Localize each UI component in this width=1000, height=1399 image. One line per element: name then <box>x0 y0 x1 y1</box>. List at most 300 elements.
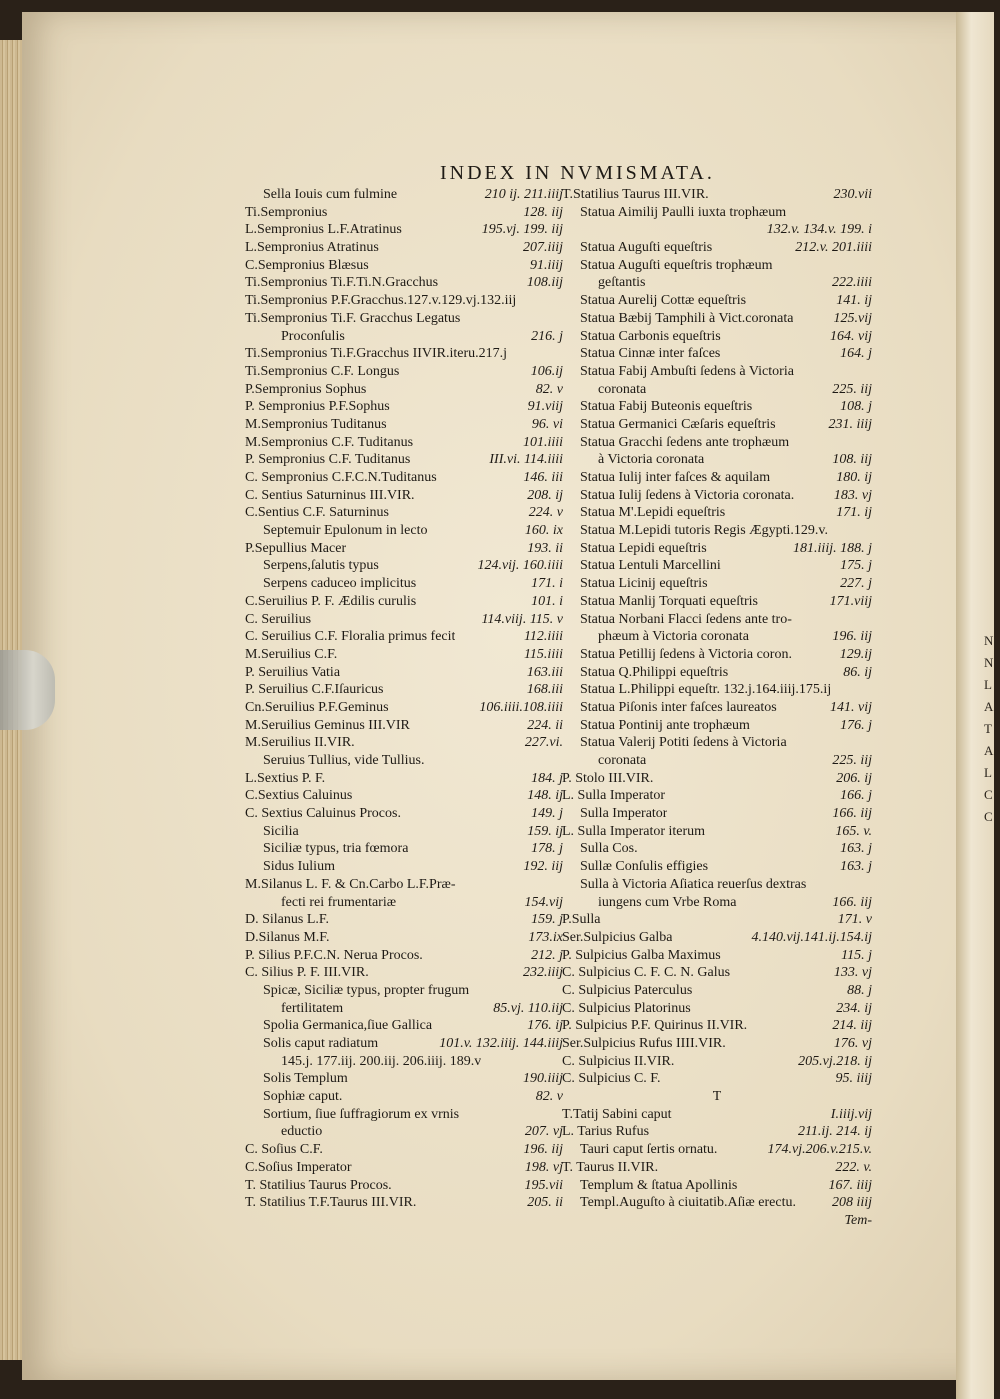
entry-page-reference: 195.vii <box>524 1177 563 1193</box>
entry-name: Seruius Tullius, vide Tullius. <box>263 753 425 768</box>
entry-name: Statua Norbani Flacci ſedens ante tro- <box>580 611 792 627</box>
index-entry <box>245 504 563 522</box>
entry-name: Ti.Sempronius C.F. Longus <box>245 363 400 379</box>
entry-name: L. Tarius Rufus <box>562 1124 650 1140</box>
entry-name: Ser.Sulpicius Galba <box>562 929 673 945</box>
index-entry <box>562 770 872 788</box>
index-entry <box>245 805 563 823</box>
entry-name: Statua Lentuli Marcellini <box>580 558 721 574</box>
entry-page-reference: 168.iii <box>526 682 563 698</box>
entry-name: Statua Iulij ſedens à Victoria coronata. <box>580 487 795 503</box>
entry-page-reference: 216. j <box>531 328 563 344</box>
entry-name: Statua Q.Philippi equeſtris <box>580 664 729 680</box>
index-entry <box>562 646 872 664</box>
index-entry <box>245 628 563 646</box>
entry-name: Statua Germanici Cæſaris equeſtris <box>580 416 776 432</box>
entry-page-reference: 4.140.vij.141.ij.154.ij <box>751 929 872 945</box>
index-entry <box>245 858 563 876</box>
entry-name: fertilitatem <box>281 1000 344 1016</box>
index-entry <box>562 1123 872 1141</box>
entry-name: P. Sulpicius P.F. Quirinus II.VIR. <box>562 1018 748 1034</box>
entry-name: D. Silanus L.F. <box>245 912 330 928</box>
index-entry <box>562 964 872 982</box>
entry-page-reference: 171.viij <box>829 593 872 609</box>
index-entry <box>245 416 563 434</box>
entry-name: Statua Aimilij Paulli iuxta trophæum <box>580 204 787 220</box>
entry-name: Sullæ Conſulis effigies <box>580 859 709 875</box>
entry-page-reference: 184. j <box>531 770 563 786</box>
index-entry <box>562 1194 872 1212</box>
index-column-right <box>562 186 872 1230</box>
entry-page-reference: 176. vj <box>833 1036 872 1051</box>
index-entry <box>245 434 563 452</box>
entry-page-reference: 129.ij <box>839 646 872 662</box>
entry-name: L. Sulla Imperator <box>562 788 666 804</box>
entry-name: P. Silius P.F.C.N. Nerua Procos. <box>245 947 423 963</box>
index-entry <box>245 1123 563 1141</box>
entry-name: M.Sempronius C.F. Tuditanus <box>245 434 414 450</box>
entry-page-reference: 101.iiii <box>522 434 563 450</box>
entry-name: M.Silanus L. F. & Cn.Carbo L.F.Præ- <box>245 876 456 892</box>
entry-page-reference: 176. j <box>840 717 872 733</box>
entry-name: Sicilia <box>263 823 299 839</box>
entry-page-reference: 181.iiij. 188. j <box>793 540 872 556</box>
entry-name: Statua Manlij Torquati equeſtris <box>580 593 759 609</box>
entry-page-reference: 159. j <box>531 912 563 928</box>
index-entry <box>562 982 872 1000</box>
entry-page-reference: 222.iiii <box>831 275 872 291</box>
entry-name: Statua Cinnæ inter faſces <box>580 346 721 362</box>
entry-name: Tauri caput ſertis ornatu. <box>580 1142 718 1158</box>
entry-name: Statua Lepidi equeſtris <box>580 540 707 556</box>
index-entry <box>562 876 872 894</box>
entry-name: Statua Auguſti equeſtris <box>580 240 713 256</box>
entry-page-reference: III.vi. 114.iiii <box>489 452 563 468</box>
index-entry <box>562 734 872 752</box>
entry-page-reference: 163.iii <box>526 664 563 680</box>
index-entry <box>562 434 872 452</box>
entry-page-reference: 234. ij <box>836 1000 872 1016</box>
index-entry <box>562 328 872 346</box>
entry-page-reference: 115. j <box>841 947 872 963</box>
index-entry <box>245 363 563 381</box>
index-entry <box>562 186 872 204</box>
entry-name: Statua Fabij Ambuſti ſedens à Victoria <box>580 363 794 379</box>
index-entry <box>562 204 872 222</box>
index-entry <box>245 186 563 204</box>
margin-letter: A <box>984 743 994 758</box>
entry-page-reference: 96. vi <box>531 416 563 432</box>
index-entry <box>245 787 563 805</box>
index-entry <box>245 929 563 947</box>
index-entry <box>245 1159 563 1177</box>
entry-name: C. Sempronius C.F.C.N.Tuditanus <box>245 470 437 485</box>
index-entry <box>245 823 563 841</box>
index-entry <box>562 858 872 876</box>
index-entry <box>562 239 872 257</box>
entry-name: L.Sextius P. F. <box>245 770 326 786</box>
entry-name: Ti.Sempronius <box>245 204 328 220</box>
index-entry <box>245 840 563 858</box>
entry-page-reference: 91.viij <box>527 399 563 415</box>
entry-name: Spicæ, Siciliæ typus, propter frugum <box>263 982 470 998</box>
entry-name: Siciliæ typus, tria fœmora <box>263 841 409 857</box>
index-entry <box>245 345 563 363</box>
entry-page-reference: 205.vj.218. ij <box>798 1053 872 1069</box>
page-header: INDEX IN NVMISMATA. <box>440 162 715 184</box>
index-entry <box>562 292 872 310</box>
index-entry <box>245 947 563 965</box>
index-entry <box>562 1159 872 1177</box>
entry-page-reference: 206. ij <box>836 770 872 786</box>
index-entry <box>245 575 563 593</box>
entry-page-reference: 163. j <box>840 841 872 857</box>
index-entry <box>562 681 872 699</box>
entry-page-reference: 196. iij <box>523 1142 563 1158</box>
entry-name: 145.j. 177.iij. 200.iij. 206.iiij. 189.v <box>281 1053 482 1069</box>
index-entry <box>245 752 563 770</box>
entry-page-reference: 193. ii <box>527 540 563 556</box>
index-entry <box>562 787 872 805</box>
entry-name: Statua L.Philippi equeſtr. 132.j.164.iiij.175.ij <box>580 682 832 698</box>
index-entry <box>562 628 872 646</box>
entry-name: Septemuir Epulonum in lecto <box>263 523 428 539</box>
entry-name: à Victoria coronata <box>598 452 705 468</box>
entry-name: Statua M.Lepidi tutoris Regis Ægypti.129.v. <box>580 523 828 539</box>
margin-letter: N <box>984 655 994 670</box>
index-entry <box>562 752 872 770</box>
index-entry <box>245 1035 563 1053</box>
entry-page-reference: 225. iij <box>832 381 872 397</box>
index-entry <box>245 894 563 912</box>
entry-name: coronata <box>598 381 647 397</box>
entry-name: C.Seruilius P. F. Ædilis curulis <box>245 593 417 609</box>
entry-page-reference: 132.v. 134.v. 199. i <box>766 222 872 238</box>
entry-name: M.Sempronius Tuditanus <box>245 416 387 432</box>
entry-page-reference: 208 iiij <box>831 1195 872 1211</box>
entry-name: Solis Templum <box>263 1071 348 1087</box>
entry-name: Statua Fabij Buteonis equeſtris <box>580 399 753 415</box>
index-entry <box>562 1212 872 1230</box>
index-entry <box>562 381 872 399</box>
index-entry <box>245 964 563 982</box>
entry-page-reference: 141. vij <box>830 699 872 715</box>
entry-page-reference: 88. j <box>847 982 872 998</box>
entry-name: fecti rei frumentariæ <box>281 894 397 910</box>
index-entry <box>562 1070 872 1088</box>
entry-page-reference: 86. ij <box>843 664 872 680</box>
entry-name: T. Statilius Taurus Procos. <box>245 1177 392 1193</box>
index-entry <box>562 487 872 505</box>
entry-page-reference: 225. iij <box>832 753 872 768</box>
index-entry <box>562 398 872 416</box>
entry-page-reference: 141. ij <box>836 293 872 309</box>
index-entry <box>245 1106 563 1124</box>
entry-page-reference: 108. j <box>840 399 872 415</box>
margin-letter: N <box>984 633 994 648</box>
entry-page-reference: 163. j <box>840 859 872 875</box>
index-entry <box>562 504 872 522</box>
entry-page-reference: 125.vij <box>833 310 872 326</box>
entry-name: coronata <box>598 753 647 768</box>
entry-page-reference: 232.iiij <box>522 965 563 981</box>
entry-name: P. Sempronius P.F.Sophus <box>245 399 390 415</box>
index-entry <box>245 1194 563 1212</box>
entry-name: T. Statilius T.F.Taurus III.VIR. <box>245 1195 417 1211</box>
index-entry <box>562 1053 872 1071</box>
entry-page-reference: 231. iiij <box>828 416 872 432</box>
entry-page-reference: 198. vj <box>524 1159 563 1175</box>
entry-name: Serpens,ſalutis typus <box>263 558 379 574</box>
entry-page-reference: 108. iij <box>832 452 872 468</box>
entry-page-reference: 101.v. 132.iiij. 144.iiij <box>439 1036 563 1051</box>
index-entry <box>245 911 563 929</box>
index-entry <box>562 1017 872 1035</box>
entry-name: C. Sulpicius II.VIR. <box>562 1053 675 1069</box>
entry-name: Sophiæ caput. <box>263 1089 343 1105</box>
index-entry <box>562 575 872 593</box>
index-entry <box>245 876 563 894</box>
entry-name: C. Sulpicius C. F. C. N. Galus <box>562 965 731 981</box>
index-entry <box>562 1088 872 1106</box>
entry-name: P. Sempronius C.F. Tuditanus <box>245 452 411 468</box>
entry-page-reference: 178. j <box>531 841 563 857</box>
entry-page-reference: 222. v. <box>835 1159 872 1175</box>
entry-page-reference: 207. vj <box>524 1124 563 1140</box>
index-entry <box>245 770 563 788</box>
entry-page-reference: 164. j <box>840 346 872 362</box>
entry-name: P.Sulla <box>562 912 601 928</box>
index-entry <box>245 557 563 575</box>
index-entry <box>562 310 872 328</box>
entry-name: P.Sempronius Sophus <box>245 381 367 397</box>
entry-page-reference: 133. vj <box>833 965 872 981</box>
entry-name: Ser.Sulpicius Rufus IIII.VIR. <box>562 1036 726 1051</box>
entry-name: Spolia Germanica,ſiue Gallica <box>263 1018 433 1034</box>
index-entry <box>245 292 563 310</box>
entry-name: Templ.Auguſto à ciuitatib.Aſiæ erectu. <box>580 1195 796 1211</box>
entry-page-reference: 112.iiii <box>523 629 563 645</box>
index-entry <box>562 840 872 858</box>
index-entry <box>245 593 563 611</box>
entry-name: M.Seruilius Geminus III.VIR <box>245 717 410 733</box>
index-entry <box>562 221 872 239</box>
index-entry <box>245 451 563 469</box>
index-entry <box>245 328 563 346</box>
index-entry <box>562 257 872 275</box>
index-entry <box>245 310 563 328</box>
index-entry <box>245 646 563 664</box>
entry-name: Sulla Cos. <box>580 841 638 857</box>
entry-name: L.Sempronius L.F.Atratinus <box>245 222 402 238</box>
entry-page-reference: 192. iij <box>523 859 563 875</box>
entry-page-reference: 212.v. 201.iiii <box>795 240 872 256</box>
entry-name: Solis caput radiatum <box>263 1036 379 1051</box>
entry-page-reference: 128. iij <box>523 204 563 220</box>
entry-page-reference: 160. ix <box>524 523 563 539</box>
entry-name: C. Sulpicius Paterculus <box>562 982 693 998</box>
margin-letter: A <box>984 699 994 714</box>
entry-page-reference: 196. iij <box>832 629 872 645</box>
index-entry <box>245 1017 563 1035</box>
entry-page-reference: 165. v. <box>835 823 872 839</box>
index-entry <box>245 982 563 1000</box>
entry-name: Sidus Iulium <box>263 859 335 875</box>
index-entry <box>245 257 563 275</box>
entry-name: Statua Iulij inter faſces & aquilam <box>580 470 771 485</box>
entry-name: C. Seruilius C.F. Floralia primus fecit <box>245 629 456 645</box>
index-entry <box>245 681 563 699</box>
entry-page-reference: 180. ij <box>836 470 872 485</box>
entry-name: Cn.Seruilius P.F.Geminus <box>245 699 389 715</box>
entry-name: P. Seruilius Vatia <box>245 664 341 680</box>
entry-page-reference: 205. ii <box>527 1195 563 1211</box>
index-entry <box>562 363 872 381</box>
entry-name: D.Silanus M.F. <box>245 929 330 945</box>
entry-name: Ti.Sempronius Ti.F. Gracchus Legatus <box>245 310 461 326</box>
entry-page-reference: 230.vii <box>833 187 872 202</box>
entry-name: C. Sulpicius Platorinus <box>562 1000 691 1016</box>
entry-name: L.Sempronius Atratinus <box>245 240 379 256</box>
entry-name: C. Sextius Caluinus Procos. <box>245 806 401 822</box>
entry-name: Sella Iouis cum fulmine <box>263 187 398 202</box>
index-entry <box>562 557 872 575</box>
entry-name: Sortium, ſiue ſuffragiorum ex vrnis <box>263 1106 460 1122</box>
entry-page-reference: 166. j <box>840 788 872 804</box>
index-entry <box>245 699 563 717</box>
entry-name: Statua Gracchi ſedens ante trophæum <box>580 434 790 450</box>
index-entry <box>245 1000 563 1018</box>
index-entry <box>245 611 563 629</box>
entry-name: Ti.Sempronius Ti.F.Ti.N.Gracchus <box>245 275 439 291</box>
entry-page-reference: 174.vj.206.v.215.v. <box>767 1142 872 1158</box>
index-entry <box>562 894 872 912</box>
entry-page-reference: 207.iiij <box>522 240 563 256</box>
index-entry <box>562 1141 872 1159</box>
entry-name: Templum & ſtatua Apollinis <box>580 1177 738 1193</box>
entry-name: C. Seruilius <box>245 611 312 627</box>
index-entry <box>245 1088 563 1106</box>
entry-name: Statua Auguſti equeſtris trophæum <box>580 257 773 273</box>
index-entry <box>562 699 872 717</box>
entry-name: Statua Piſonis inter faſces laureatos <box>580 699 777 715</box>
index-entry <box>245 381 563 399</box>
index-entry <box>562 540 872 558</box>
entry-name: Statua Licinij equeſtris <box>580 576 708 592</box>
entry-page-reference: 211.ij. 214. ij <box>797 1124 872 1140</box>
entry-page-reference: 106.iiii.108.iiii <box>479 699 563 715</box>
index-entry <box>245 717 563 735</box>
entry-name: C. Soſius C.F. <box>245 1142 323 1158</box>
entry-page-reference: 148. ij <box>527 788 563 804</box>
entry-page-reference: 171. v <box>837 912 872 928</box>
entry-name: C. Sentius Saturninus III.VIR. <box>245 487 415 503</box>
index-entry <box>562 416 872 434</box>
index-entry <box>245 540 563 558</box>
entry-name: T.Tatij Sabini caput <box>562 1106 672 1122</box>
entry-page-reference: 106.ij <box>530 363 563 379</box>
entry-name: P. Stolo III.VIR. <box>562 770 654 786</box>
entry-name: Statua Pontinij ante trophæum <box>580 717 750 733</box>
entry-name: C.Sentius C.F. Saturninus <box>245 505 389 521</box>
entry-name: C.Soſius Imperator <box>245 1159 352 1175</box>
index-entry <box>562 1106 872 1124</box>
index-entry <box>562 823 872 841</box>
entry-name: Ti.Sempronius P.F.Gracchus.127.v.129.vj.132.iij <box>245 293 517 309</box>
entry-page-reference: 82. v <box>535 1089 563 1105</box>
entry-page-reference: 159. ij <box>527 823 563 839</box>
entry-page-reference: 214. iij <box>832 1018 872 1034</box>
margin-letter: L <box>984 677 992 692</box>
index-entry <box>562 911 872 929</box>
entry-page-reference: 95. iiij <box>835 1071 872 1087</box>
entry-name: L. Sulla Imperator iterum <box>562 823 706 839</box>
index-entry <box>245 469 563 487</box>
entry-page-reference: 149. j <box>531 806 563 822</box>
index-entry <box>562 593 872 611</box>
index-entry <box>562 611 872 629</box>
entry-name: P.Sepullius Macer <box>245 540 347 556</box>
index-entry <box>562 345 872 363</box>
entry-page-reference: 91.iiij <box>529 257 563 273</box>
margin-letter: T <box>984 721 992 736</box>
entry-page-reference: 101. i <box>531 593 563 609</box>
entry-page-reference: 85.vj. 110.iij <box>493 1000 563 1016</box>
entry-page-reference: 195.vj. 199. iij <box>481 222 563 238</box>
index-entry <box>245 239 563 257</box>
entry-page-reference: 224. ii <box>527 717 563 733</box>
index-entry <box>245 664 563 682</box>
entry-page-reference: 227.vi. <box>524 735 563 751</box>
index-column-left <box>245 186 563 1212</box>
entry-page-reference: 164. vij <box>830 328 872 344</box>
entry-page-reference: 115.iiii <box>523 646 563 662</box>
entry-page-reference: 210 ij. 211.iiij <box>484 187 563 202</box>
index-entry <box>245 1070 563 1088</box>
entry-name: Statua M'.Lepidi equeſtris <box>580 505 726 521</box>
index-entry <box>562 522 872 540</box>
entry-name: C. Silius P. F. III.VIR. <box>245 965 369 981</box>
index-entry <box>245 522 563 540</box>
entry-page-reference: 82. v <box>535 381 563 397</box>
entry-page-reference: 171. ij <box>836 505 872 521</box>
entry-name: P. Seruilius C.F.Iſauricus <box>245 682 384 698</box>
index-entry <box>562 947 872 965</box>
entry-name: Statua Aurelij Cottæ equeſtris <box>580 293 747 309</box>
index-entry <box>562 274 872 292</box>
index-entry <box>245 221 563 239</box>
margin-letter: L <box>984 765 992 780</box>
entry-name: Ti.Sempronius Ti.F.Gracchus IIVIR.iteru.217.j <box>245 346 508 362</box>
index-entry <box>562 1177 872 1195</box>
entry-page-reference: 227. j <box>840 576 872 592</box>
index-entry <box>562 805 872 823</box>
entry-name: C.Sempronius Blæsus <box>245 257 369 273</box>
entry-name: Statua Bæbij Tamphili à Vict.coronata <box>580 310 794 326</box>
index-entry <box>245 398 563 416</box>
index-entry <box>245 1177 563 1195</box>
entry-page-reference: 146. iii <box>523 470 563 485</box>
entry-page-reference: 183. vj <box>833 487 872 503</box>
entry-page-reference: 190.iiij <box>522 1071 563 1087</box>
entry-name: Statua Carbonis equeſtris <box>580 328 721 344</box>
entry-name: M.Seruilius C.F. <box>245 646 338 662</box>
entry-page-reference: 171. i <box>531 576 563 592</box>
index-entry <box>562 664 872 682</box>
entry-name: Statua Valerij Potiti ſedens à Victoria <box>580 735 787 751</box>
index-entry <box>562 717 872 735</box>
metal-page-clip <box>0 650 55 730</box>
